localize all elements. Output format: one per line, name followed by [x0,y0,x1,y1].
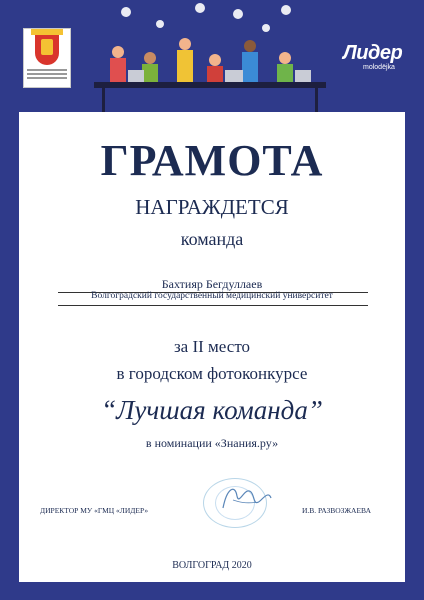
city-year: ВОЛГОГРАД 2020 [172,560,252,571]
contest-text: в городском фотоконкурсе [116,364,308,383]
organization-divider [58,305,368,306]
director-position: ДИРЕКТОР МУ «ГМЦ «ЛИДЕР» [40,506,149,515]
awarded-label: НАГРАЖДЕТСЯ [135,195,289,219]
team-illustration [90,0,330,120]
recipient-name: Бахтияр Бегдуллаев [161,277,263,291]
lider-logo: Лидер molodёjka [343,42,403,71]
team-word: команда [180,229,244,249]
director-name: И.В. РАЗВОЗЖАЕВА [302,506,371,515]
place-text: за II место [173,337,251,356]
city-coat-of-arms-icon [23,28,71,88]
certificate-title: ГРАМОТА [100,136,324,185]
nomination-text: в номинации «Знания.ру» [145,436,279,450]
contest-name: “Лучшая команда” [101,395,323,425]
signature-icon [215,478,275,518]
organization: Волгоградский государственный медицинский университет [91,291,333,301]
